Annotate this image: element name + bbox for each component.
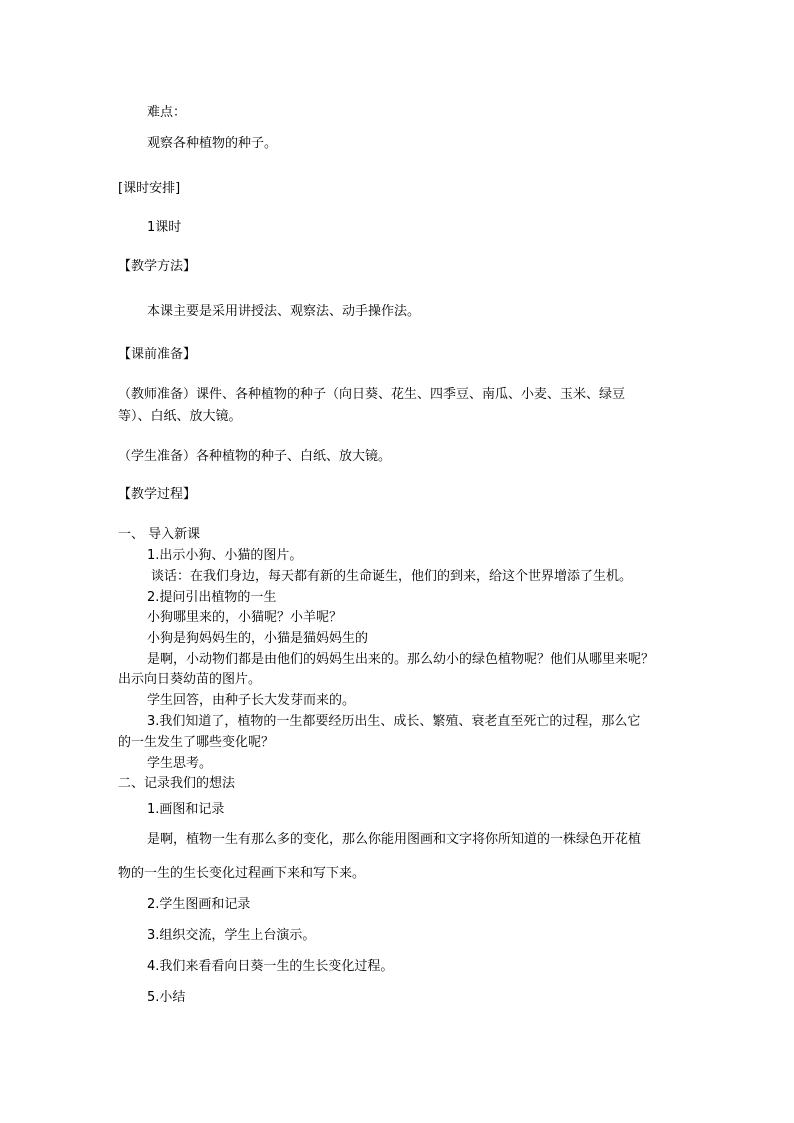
text-line: 2.学生图画和记录 [147,897,251,912]
difficulty-heading: 难点： [147,105,187,120]
text-line: 是啊，小动物们都是由他们的妈妈生出来的。那么幼小的绿色植物呢？他们从哪里来呢？ [147,652,655,667]
text-line: 3.组织交流，学生上台演示。 [147,928,316,943]
section-heading-preparation: 【课前准备】 [118,347,197,362]
text-line: 小狗哪里来的，小猫呢？小羊呢？ [147,610,343,625]
section-heading-schedule: [课时安排] [118,181,181,196]
text-line: 学生回答，由种子长大发芽而来的。 [147,693,356,708]
text-line: 2.提问引出植物的一生 [147,590,277,605]
text-line: 是啊，植物一生有那么多的变化，那么你能用图画和文字将你所知道的一株绿色开花植 [147,832,642,847]
text-line: 3.我们知道了，植物的一生都要经历出生、成长、繁殖、衰老直至死亡的过程，那么它 [147,714,641,729]
subsection-heading: 一、 导入新课 [118,527,201,542]
text-line: 4.我们来看看向日葵一生的生长变化过程。 [147,959,394,974]
text-line: 小狗是狗妈妈生的，小猫是猫妈妈生的 [147,631,369,646]
text-line: 1.出示小狗、小猫的图片。 [147,548,303,563]
text-line: 1.画图和记录 [147,802,225,817]
text-line: 出示向日葵幼苗的图片。 [118,672,262,687]
text-line: 等）、白纸、放大镜。 [118,409,242,424]
text-line: 1课时 [147,220,182,235]
text-line: 学生思考。 [147,756,213,771]
section-heading-method: 【教学方法】 [118,259,197,274]
text-line: 本课主要是采用讲授法、观察法、动手操作法。 [147,304,421,319]
text-line: 观察各种植物的种子。 [147,136,278,151]
section-heading-process: 【教学过程】 [118,487,197,502]
text-line: 5.小结 [147,990,186,1005]
text-line: 的一生发生了哪些变化呢？ [118,735,275,750]
text-line: （教师准备）课件、各种植物的种子（向日葵、花生、四季豆、南瓜、小麦、玉米、绿豆 [118,387,626,402]
text-line: 物的一生的生长变化过程画下来和写下来。 [118,866,366,881]
subsection-heading: 二、记录我们的想法 [118,776,236,791]
text-line: 谈话：在我们身边，每天都有新的生命诞生，他们的到来，给这个世界增添了生机。 [151,569,633,584]
text-line: （学生准备）各种植物的种子、白纸、放大镜。 [118,449,392,464]
